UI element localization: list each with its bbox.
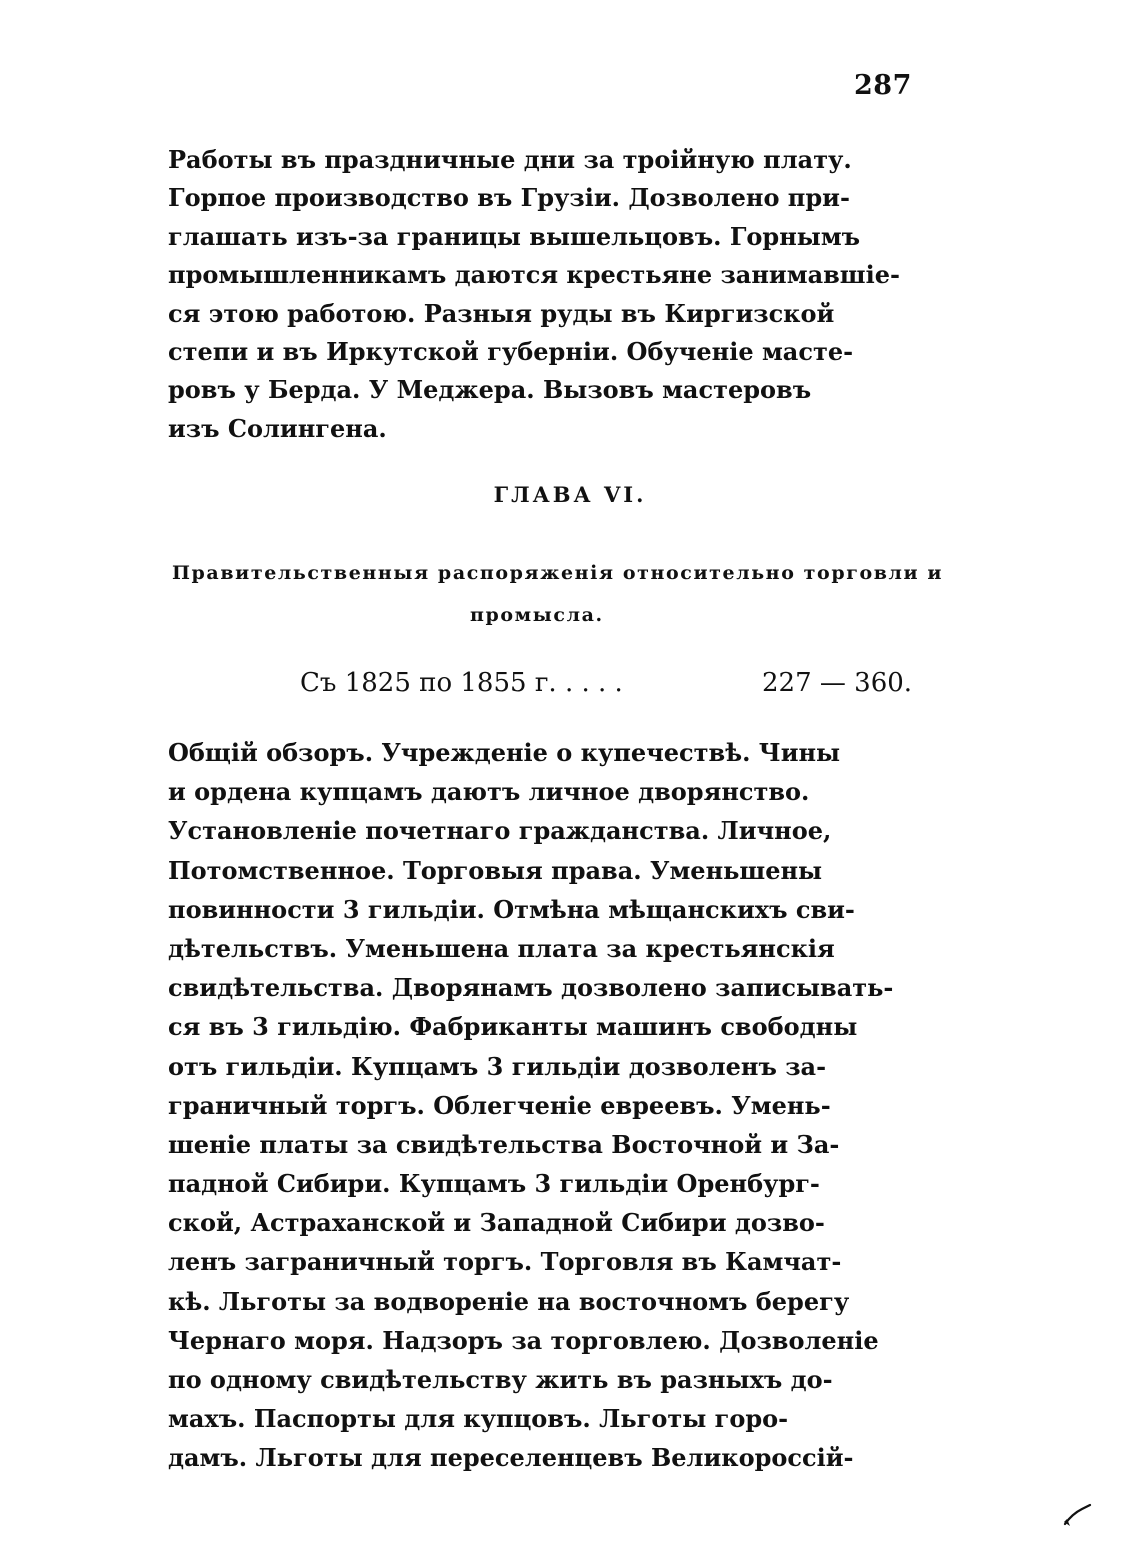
text-line: изъ Солингена. bbox=[168, 413, 387, 443]
section-title-line-1: Правительственныя распоряженiя относительно торговли и bbox=[172, 562, 944, 584]
date-range-pages: 227 — 360. bbox=[762, 668, 913, 698]
text-line: кѣ. Льготы за водворенiе на восточномъ берегу bbox=[168, 1286, 850, 1316]
text-line: ленъ заграничный торгъ. Торговля въ Камчат- bbox=[168, 1247, 842, 1277]
paragraph-summary-chapter-5 bbox=[168, 141, 900, 448]
text-line: и ордена купцамъ даютъ личное дворянство. bbox=[168, 777, 810, 807]
text-line: ровъ у Берда. У Меджера. Вызовъ мастеровъ bbox=[168, 375, 812, 405]
date-range bbox=[300, 668, 913, 698]
text-line: глашать изъ-за границы вышельцовъ. Горнымъ bbox=[168, 221, 861, 251]
text-line: отъ гильдiи. Купцамъ 3 гильдiи дозволенъ за- bbox=[168, 1051, 827, 1081]
page-number: 287 bbox=[854, 70, 912, 101]
text-line: падной Сибири. Купцамъ 3 гильдiи Оренбург- bbox=[168, 1169, 820, 1199]
text-line: граничный торгъ. Облегченiе евреевъ. Умень- bbox=[168, 1090, 831, 1120]
chapter-heading: ГЛАВА VI. bbox=[493, 482, 647, 507]
text-line: промышленникамъ даются крестьяне занимавшiе- bbox=[168, 260, 900, 290]
text-line: Работы въ праздничные дни за троiйную плату. bbox=[168, 145, 852, 174]
text-line: степи и въ Иркутской губернiи. Обученiе масте- bbox=[168, 336, 854, 366]
margin-ink-mark bbox=[1062, 1500, 1094, 1530]
text-line: свидѣтельства. Дворянамъ дозволено записывать- bbox=[168, 973, 894, 1003]
date-range-years: Съ 1825 по 1855 г. . . . . bbox=[300, 668, 623, 698]
text-line: Общiй обзоръ. Учрежденiе о купечествѣ. Чины bbox=[168, 738, 841, 767]
paragraph-summary-chapter-6 bbox=[168, 733, 894, 1478]
text-line: Чернаго моря. Надзоръ за торговлею. Дозволенiе bbox=[168, 1325, 879, 1355]
text-line: дѣтельствъ. Уменьшена плата за крестьянскiя bbox=[168, 933, 835, 963]
text-line: повинности 3 гильдiи. Отмѣна мѣщанскихъ сви- bbox=[168, 894, 855, 924]
text-line: шенiе платы за свидѣтельства Восточной и За- bbox=[168, 1129, 840, 1159]
section-title-line-2: промысла. bbox=[470, 604, 604, 626]
text-line: ской, Астраханской и Западной Сибири дозво- bbox=[168, 1208, 825, 1238]
text-line: дамъ. Льготы для переселенцевъ Великороссiй- bbox=[168, 1443, 854, 1473]
text-line: махъ. Паспорты для купцовъ. Льготы горо- bbox=[168, 1404, 789, 1434]
text-line: по одному свидѣтельству жить въ разныхъ до- bbox=[168, 1365, 833, 1394]
text-line: Потомственное. Торговыя права. Уменьшены bbox=[168, 855, 823, 885]
text-line: Установленiе почетнаго гражданства. Личное, bbox=[168, 816, 832, 846]
text-line: ся въ 3 гильдiю. Фабриканты машинъ свободны bbox=[168, 1012, 858, 1042]
text-line: ся этою работою. Разныя руды въ Киргизской bbox=[168, 298, 835, 328]
text-line: Горпое производство въ Грузiи. Дозволено при- bbox=[168, 183, 850, 213]
